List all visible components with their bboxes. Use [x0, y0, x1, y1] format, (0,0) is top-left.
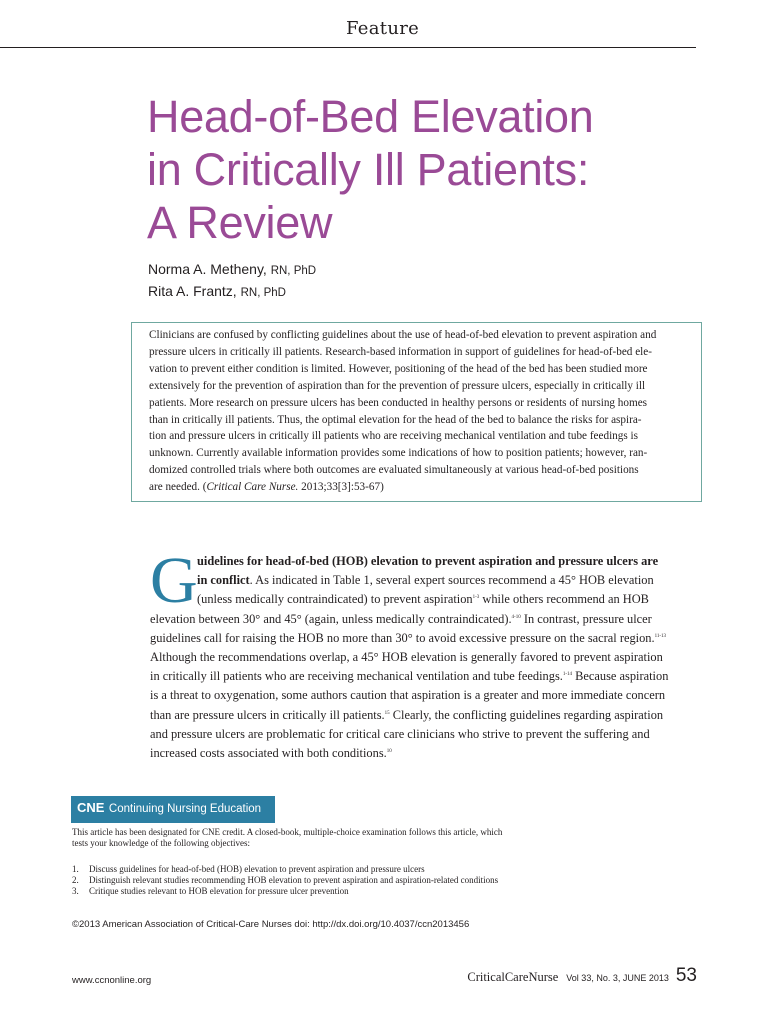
lead-bold: in conflict: [197, 573, 250, 588]
body-line: [150, 629, 710, 648]
abstract-line: unknown. Currently available information provides some indications of how to position patients; however, ran-: [149, 447, 648, 460]
objective-text: Critique studies relevant to HOB elevation for pressure ulcer prevention: [89, 886, 349, 896]
objective-item: [72, 864, 498, 875]
body-text-segment: than are pressure ulcers in critically ill patients.: [150, 707, 385, 722]
body-line: [150, 706, 710, 725]
body-text-segment: In contrast, pressure ulcer: [520, 611, 652, 626]
reference-superscript: 1-3: [472, 595, 480, 601]
abstract-line: tion and pressure ulcers in critically ill patients who are receiving mechanical ventilation and tube feedings is: [149, 430, 638, 443]
objective-number: 2.: [72, 875, 79, 885]
abstract-line: Clinicians are confused by conflicting guidelines about the use of head-of-bed elevation to prevent aspiration and: [149, 329, 657, 341]
author-name: Rita A. Frantz,: [148, 283, 237, 299]
page-header: [0, 16, 696, 48]
copyright-notice: ©2013 American Association of Critical-Care Nurses doi: http://dx.doi.org/10.4037/ccn2013456: [72, 919, 470, 930]
abstract-citation-line: [149, 479, 691, 496]
abstract-line: vation to prevent either condition is limited. However, positioning of the head of the bed has been studied more: [149, 362, 648, 375]
drop-cap: G: [150, 544, 198, 617]
footer-url[interactable]: www.ccnonline.org: [72, 975, 152, 986]
abstract-line: pressure ulcers in critically ill patients. Research-based information in support of guidelines for head-of-bed ele-: [149, 345, 652, 358]
reference-superscript: 15: [384, 710, 390, 716]
body-line: [150, 667, 710, 686]
abstract-box: [131, 322, 702, 502]
reference-superscript: 4-10: [511, 614, 521, 620]
author-name: Norma A. Metheny,: [148, 261, 267, 277]
objective-item: [72, 886, 498, 897]
body-line: [150, 571, 710, 590]
footer-journal-name: CriticalCareNurse: [467, 970, 559, 984]
objective-text: Distinguish relevant studies recommending HOB elevation to prevent aspiration and aspiration-related conditions: [89, 875, 499, 885]
body-line: [150, 590, 710, 609]
title-line: A Review: [147, 197, 333, 248]
objective-text: Discuss guidelines for head-of-bed (HOB) elevation to prevent aspiration and pressure ulcers: [89, 864, 425, 874]
abstract-line: extensively for the prevention of aspiration than for the prevention of pressure ulcers, especially in critically ill: [149, 379, 646, 392]
author-credentials: RN, PhD: [240, 287, 286, 299]
body-line: [150, 610, 710, 629]
body-text-segment: Because aspiration: [572, 669, 669, 684]
author-list: [148, 259, 316, 303]
cne-badge: [71, 796, 275, 823]
body-text-segment: increased costs associated with both conditions.: [150, 746, 387, 761]
objective-item: [72, 875, 498, 886]
lead-line: uidelines for head-of-bed (HOB) elevation to prevent aspiration and pressure ulcers are: [197, 554, 659, 568]
author: [148, 281, 316, 303]
reference-superscript: 1-14: [562, 672, 573, 678]
footer-issue: Vol 33, No. 3, JUNE 2013: [566, 973, 669, 983]
cne-objectives: [72, 864, 498, 897]
abstract-line: domized controlled trials where both outcomes are evaluated simultaneously at various head-of-bed positions: [149, 464, 639, 477]
footer-journal-info: [467, 965, 697, 987]
page-number: 53: [675, 965, 697, 986]
section-label: Feature: [346, 18, 420, 39]
body-text-segment: elevation between 30° and 45° (again, unless medically contraindicated).: [150, 611, 512, 626]
body-text-segment: in critically ill patients who are receiving mechanical ventilation and tube feedings.: [150, 669, 563, 684]
title-line: in Critically Ill Patients:: [147, 144, 590, 195]
author: [148, 259, 316, 281]
body-text-segment: . As indicated in Table 1, several expert sources recommend a 45° HOB elevation: [249, 573, 654, 588]
cne-intro: [72, 827, 502, 849]
citation-journal: Critical Care Nurse.: [206, 481, 299, 494]
cne-abbr: CNE: [77, 800, 105, 815]
abstract-line: patients. More research on pressure ulcers has been conducted in healthy persons or residents of nursing homes: [149, 396, 648, 409]
body-line: [150, 744, 710, 763]
article-title: [147, 90, 593, 249]
objective-number: 3.: [72, 886, 79, 896]
body-line: Although the recommendations overlap, a 45° HOB elevation is generally favored to prevent aspiration: [150, 650, 663, 665]
title-line: Head-of-Bed Elevation: [147, 91, 594, 142]
cne-label: Continuing Nursing Education: [108, 803, 262, 815]
body-line: and pressure ulcers are problematic for critical care clinicians who strive to prevent the suffering and: [150, 726, 650, 741]
reference-superscript: 11-13: [654, 633, 667, 639]
author-credentials: RN, PhD: [270, 265, 317, 277]
body-text-segment: while others recommend an HOB: [479, 592, 649, 607]
body-text-segment: Clearly, the conflicting guidelines regarding aspiration: [389, 707, 664, 722]
abstract-line: than in critically ill patients. Thus, the optimal elevation for the head of the bed to balance the risks for aspira-: [149, 413, 642, 426]
body-line: is a threat to oxygenation, some authors caution that aspiration is a greater and more immediate concern: [150, 688, 666, 703]
body-paragraph: [150, 552, 710, 763]
cne-intro-line: tests your knowledge of the following objectives:: [72, 838, 250, 848]
citation-suffix: 2013;33[3]:53-67): [298, 481, 384, 494]
body-text-segment: guidelines call for raising the HOB no more than 30° to avoid excessive pressure on the sacral region.: [150, 630, 655, 645]
reference-superscript: 10: [386, 749, 392, 755]
objective-number: 1.: [72, 864, 79, 874]
cne-intro-line: This article has been designated for CNE credit. A closed-book, multiple-choice examination follows this article, which: [72, 827, 503, 837]
body-text-segment: (unless medically contraindicated) to prevent aspiration: [197, 592, 473, 607]
citation-prefix: are needed. (: [149, 481, 207, 494]
